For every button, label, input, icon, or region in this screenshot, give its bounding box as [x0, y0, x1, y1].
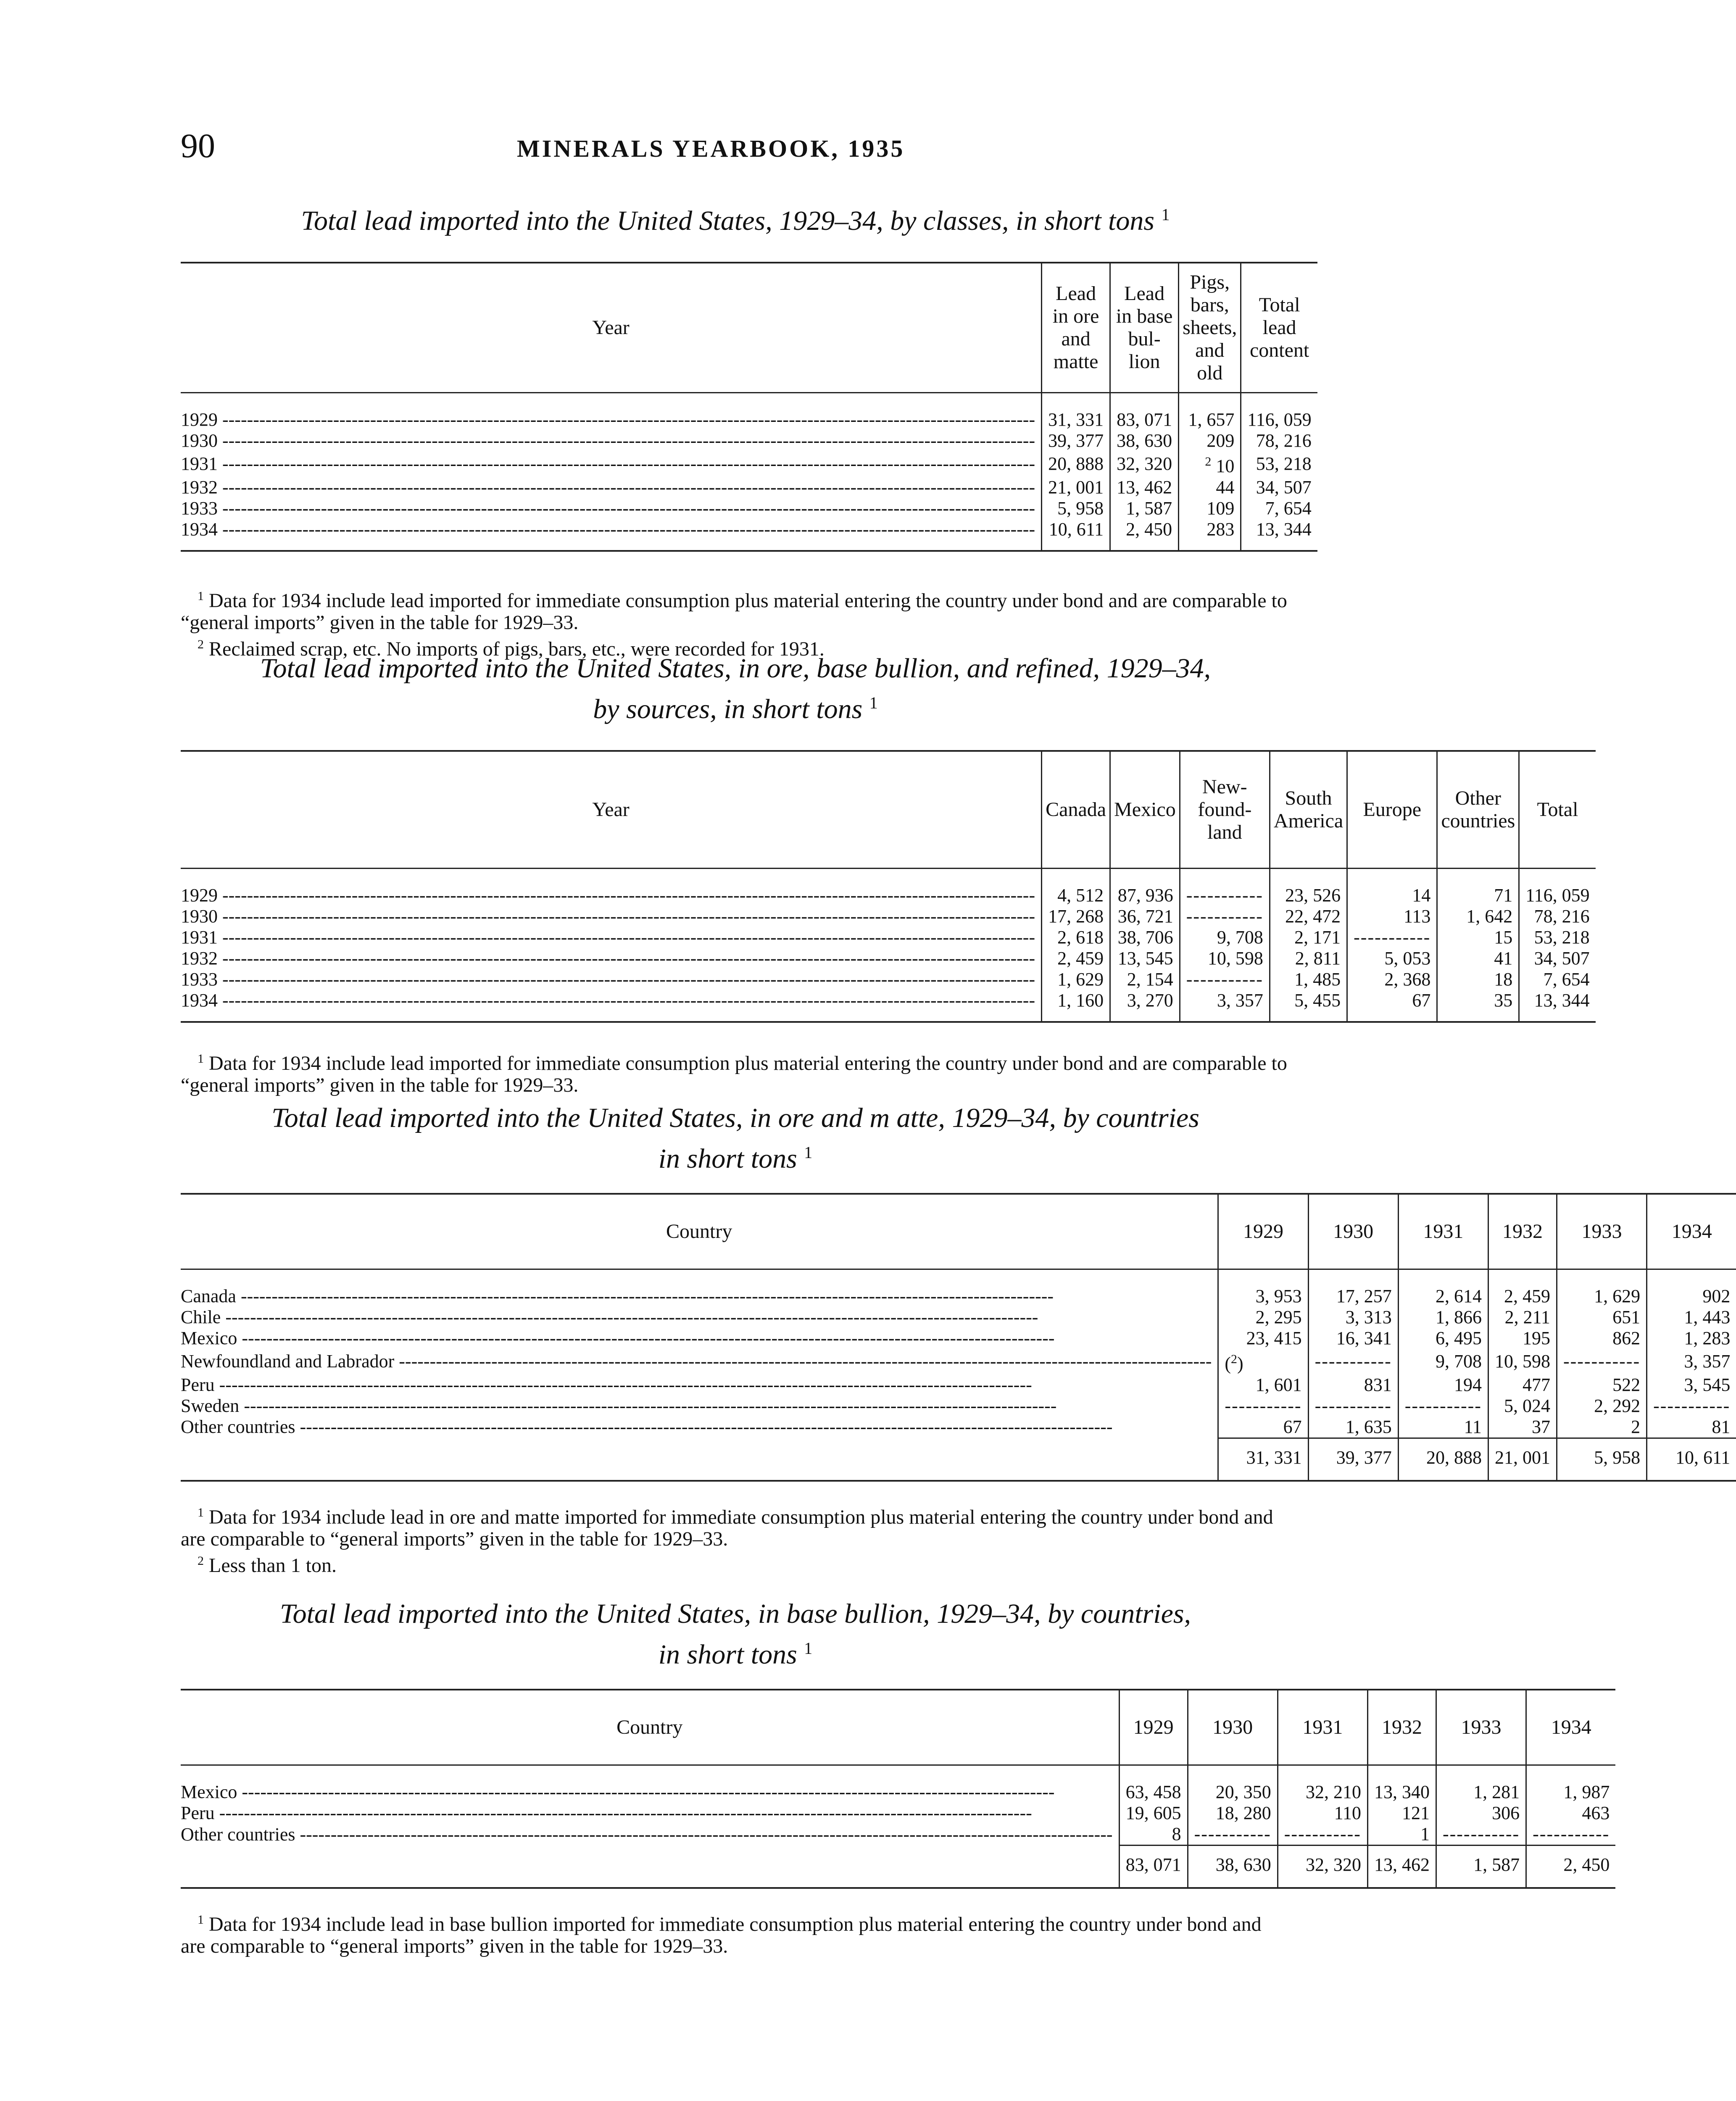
table-row: Peru ----- 1, 601 831 194 477 522 3, 545 — [181, 1374, 1736, 1395]
table4-section — [181, 1597, 1610, 1957]
table1-col-year: Year — [592, 316, 630, 339]
table-row: 1930 ----- 39, 377 38, 630 209 78, 216 — [181, 430, 1317, 451]
table-row: Newfoundland and Labrador ----- ($^2$) ----- 9, 708 10, 598 ----- 3, 357 — [181, 1349, 1736, 1374]
table2-footnotes — [181, 1048, 1290, 1096]
table-row: Other countries ----- 67 1, 635 11 37 2 81 — [181, 1416, 1736, 1438]
table3-footnotes — [181, 1502, 1290, 1577]
table1-col-bullion: Lead in base bul-lion — [1110, 263, 1179, 393]
table4-caption: Total lead imported into the United States, in base bullion, 1929–34, by countries, in short tons $^1$ — [279, 1598, 1191, 1670]
table1-col-ore: Lead in ore and matte — [1042, 263, 1110, 393]
table-row: 1934 ----- 10, 611 2, 450 283 13, 344 — [181, 519, 1317, 551]
table1 — [181, 262, 1317, 552]
table2-section — [181, 651, 1590, 1096]
footnote: $^2$ Reclaimed scrap, etc. No imports of pigs, bars, etc., were recorded for 1931. — [198, 637, 825, 660]
table1-col-total: Total lead content — [1241, 263, 1317, 393]
table1-section — [181, 197, 1312, 660]
table3-caption: Total lead imported into the United States, in ore and m atte, 1929–34, by countries in short tons $^1$ — [271, 1103, 1199, 1174]
table-row: 1931 ----- 2, 618 38, 706 9, 708 2, 171 ----- 15 53, 218 — [181, 927, 1596, 948]
table2-header-row: Year Canada Mexico New-found-land South America Europe Other countries Total — [181, 751, 1596, 869]
table-row: 1929 ----- 31, 331 83, 071 1, 657 116, 059 — [181, 393, 1317, 431]
table-total-row: 83, 071 38, 630 32, 320 13, 462 1, 587 2, 450 — [181, 1846, 1615, 1888]
table-row: Mexico ----- 63, 458 20, 350 32, 210 13, 340 1, 281 1, 987 — [181, 1765, 1615, 1803]
table1-footnotes — [181, 585, 1290, 660]
table-total-row: 31, 331 39, 377 20, 888 21, 001 5, 958 10, 611 — [181, 1438, 1736, 1481]
table-row: 1934 ----- 1, 160 3, 270 3, 357 5, 455 67 35 13, 344 — [181, 990, 1596, 1022]
table2-caption: Total lead imported into the United States, in ore, base bullion, and refined, 1929–34, by sources, in short tons $^1$ — [260, 653, 1211, 724]
table1-caption: Total lead imported into the United States, 1929–34, by classes, in short tons $^1$ — [301, 205, 1170, 236]
table3-section — [181, 1101, 1731, 1577]
table-row: 1932 ----- 2, 459 13, 545 10, 598 2, 811 5, 053 41 34, 507 — [181, 948, 1596, 969]
footnote: $^1$ Data for 1934 include lead imported for immediate consumption plus material entering the country under bond and are comparable to “general imports” given in the table for 1929–33. — [181, 589, 1287, 634]
table-row: 1930 ----- 17, 268 36, 721 ----- 22, 472 113 1, 642 78, 216 — [181, 906, 1596, 927]
table4-footnotes — [181, 1909, 1290, 1957]
table-row: 1933 ----- 5, 958 1, 587 109 7, 654 — [181, 498, 1317, 519]
table-row: 1929 ----- 4, 512 87, 936 ----- 23, 526 14 71 116, 059 — [181, 869, 1596, 906]
table4 — [181, 1689, 1615, 1889]
table-row: 1931 ----- 20, 888 32, 320 $^2$ 10 53, 218 — [181, 451, 1317, 477]
table1-caption-note: 1 — [1161, 205, 1170, 224]
footnote: $^1$ Data for 1934 include lead imported for immediate consumption plus material entering the country under bond and are comparable to “general imports” given in the table for 1929–33. — [181, 1052, 1287, 1096]
table-row: Canada ----- 3, 953 17, 257 2, 614 2, 459 1, 629 902 — [181, 1269, 1736, 1307]
footnote: $^1$ Data for 1934 include lead in base bullion imported for immediate consumption plus material entering the country under bond and are comparable to “general imports” given in the table for 1929–33. — [181, 1913, 1262, 1957]
footnote: $^2$ Less than 1 ton. — [198, 1553, 337, 1577]
table-row: Peru ----- 19, 605 18, 280 110 121 306 463 — [181, 1803, 1615, 1824]
table-row: Sweden ----- ----- ----- ----- 5, 024 2, 292 ----- — [181, 1395, 1736, 1416]
footnote: $^1$ Data for 1934 include lead in ore and matte imported for immediate consumption plus material entering the country under bond and are comparable to “general imports” given in the table for 1929–33. — [181, 1505, 1273, 1550]
table-row: 1932 ----- 21, 001 13, 462 44 34, 507 — [181, 477, 1317, 498]
table-row: 1933 ----- 1, 629 2, 154 ----- 1, 485 2, 368 18 7, 654 — [181, 969, 1596, 990]
table3-header-row: Country 1929 1930 1931 1932 1933 1934 — [181, 1194, 1736, 1269]
page-header — [181, 126, 1294, 172]
running-head: MINERALS YEARBOOK, 1935 — [517, 135, 905, 162]
table3 — [181, 1193, 1736, 1482]
table1-col-pigs: Pigs, bars, sheets, and old — [1179, 263, 1241, 393]
table-row: Chile ----- 2, 295 3, 313 1, 866 2, 211 651 1, 443 — [181, 1307, 1736, 1328]
table4-header-row: Country 1929 1930 1931 1932 1933 1934 — [181, 1690, 1615, 1765]
page-number: 90 — [181, 126, 215, 165]
table-row: Other countries ----- 8 ----- ----- 1 ----- ----- — [181, 1824, 1615, 1846]
table2 — [181, 750, 1596, 1023]
table-row: Mexico ----- 23, 415 16, 341 6, 495 195 862 1, 283 — [181, 1328, 1736, 1349]
table1-header-row — [181, 263, 1317, 393]
